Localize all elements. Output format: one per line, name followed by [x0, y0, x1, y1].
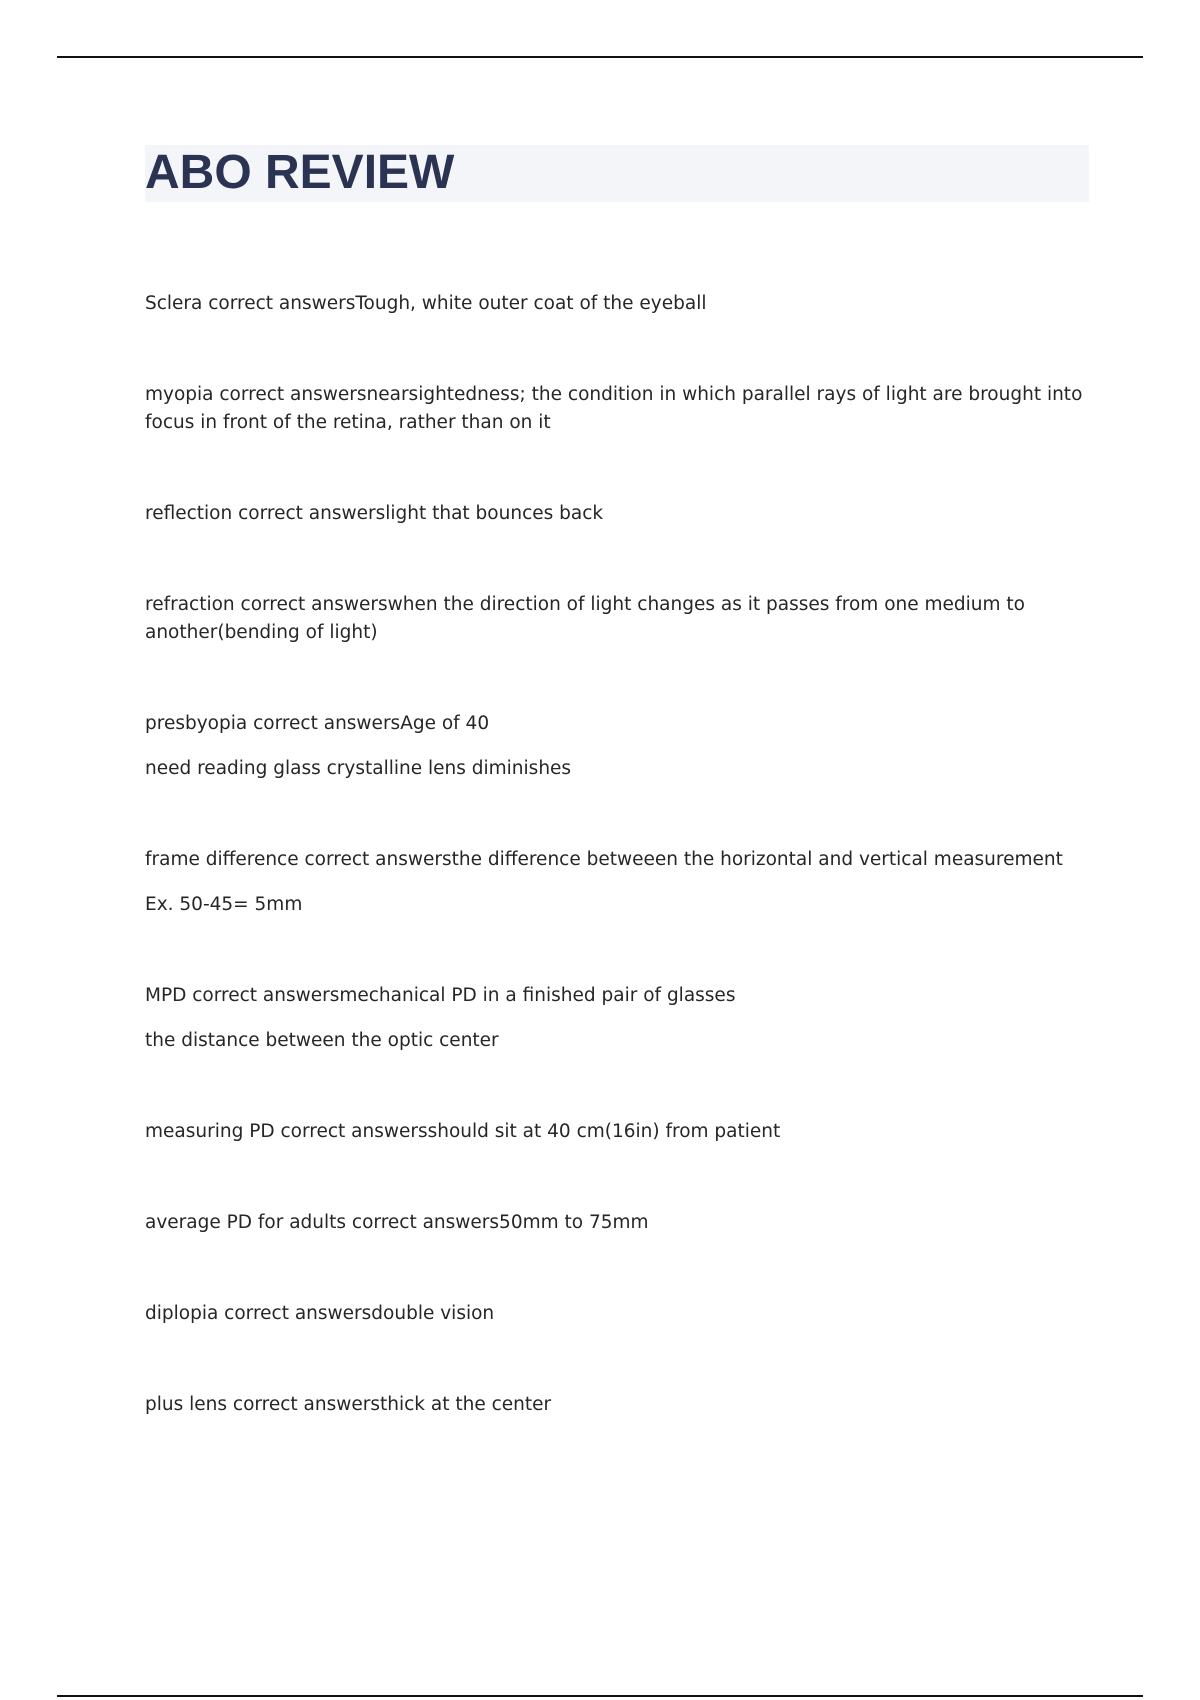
flashcard-entry-mpd	[145, 982, 1085, 1055]
flashcard-entry-myopia	[145, 381, 1085, 437]
entry-line: presbyopia correct answersAge of 40	[145, 713, 490, 734]
entry-line: diplopia correct answersdouble vision	[145, 1303, 495, 1324]
entry-line: reflection correct answerslight that bounces back	[145, 503, 604, 524]
flashcard-entry-diplopia	[145, 1300, 1085, 1328]
entry-line: average PD for adults correct answers50mm to 75mm	[145, 1212, 649, 1233]
document-title: ABO REVIEW	[145, 146, 455, 199]
entry-line: myopia correct answersnearsightedness; the condition in which parallel rays of light are brought into focus in front of the retina, rather than on it	[145, 384, 1083, 433]
flashcard-entry-frame-difference	[145, 846, 1085, 919]
entry-line: the distance between the optic center	[145, 1030, 499, 1051]
flashcard-entry-refraction	[145, 591, 1085, 647]
entry-line: plus lens correct answersthick at the center	[145, 1394, 552, 1415]
entry-line: need reading glass crystalline lens diminishes	[145, 758, 572, 779]
entry-line: Sclera correct answersTough, white outer coat of the eyeball	[145, 293, 707, 314]
flashcard-entry-average-pd	[145, 1209, 1085, 1237]
flashcard-entry-sclera	[145, 290, 1085, 318]
flashcard-entry-reflection	[145, 500, 1085, 528]
entry-line: refraction correct answerswhen the direction of light changes as it passes from one medium to another(bending of light)	[145, 594, 1025, 643]
entry-line: Ex. 50-45= 5mm	[145, 894, 303, 915]
flashcard-entry-plus-lens	[145, 1391, 1085, 1419]
entry-line: frame difference correct answersthe difference betweeen the horizontal and vertical measurement	[145, 849, 1063, 870]
flashcard-list	[145, 290, 1085, 1419]
entry-line: MPD correct answersmechanical PD in a finished pair of glasses	[145, 985, 736, 1006]
flashcard-entry-measuring-pd	[145, 1118, 1085, 1146]
top-rule	[57, 56, 1143, 58]
flashcard-entry-presbyopia	[145, 710, 1085, 783]
bottom-rule	[57, 1695, 1143, 1697]
entry-line: measuring PD correct answersshould sit at 40 cm(16in) from patient	[145, 1121, 781, 1142]
